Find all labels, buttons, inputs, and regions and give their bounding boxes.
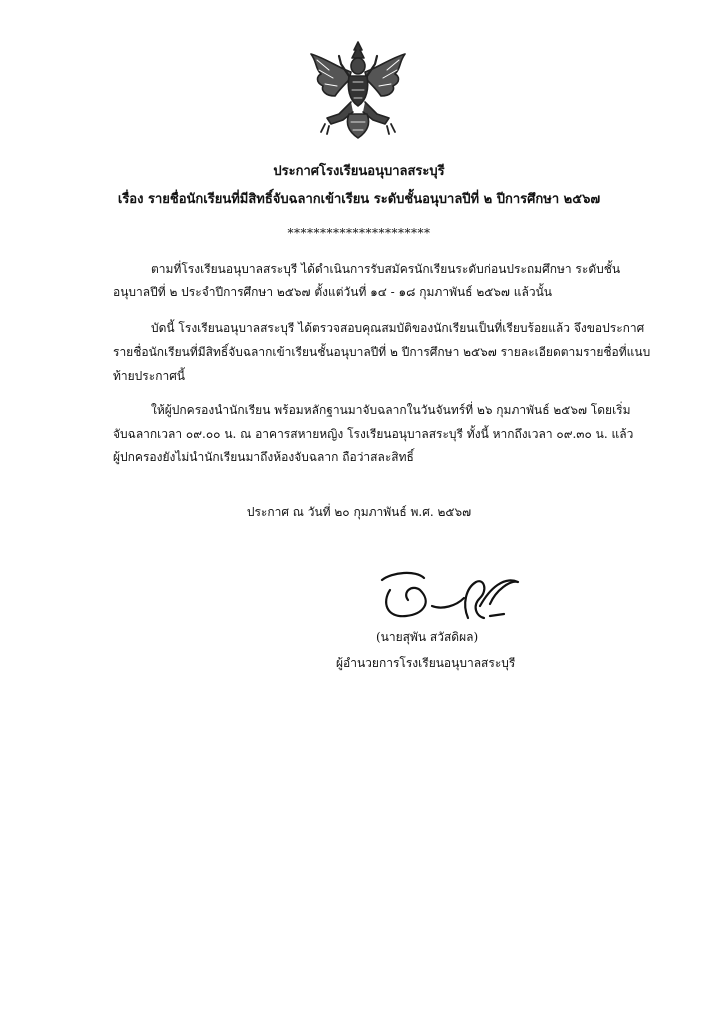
paragraph1-line2: อนุบาลปีที่ ๒ ประจำปีการศึกษา ๒๕๖๗ ตั้งแต่วันที่ ๑๔ - ๑๘ กุมภาพันธ์ ๒๕๖๗ แล้วนั้น [113,285,552,299]
paragraph3-line3: ผู้ปกครองยังไม่นำนักเรียนมาถึงห้องจับฉลาก ถือว่าสละสิทธิ์ [113,450,414,464]
announcement-title: ประกาศโรงเรียนอนุบาลสระบุรี [273,164,445,179]
paragraph3-line1: ให้ผู้ปกครองนำนักเรียน พร้อมหลักฐานมาจับฉลากในวันจันทร์ที่ ๒๖ กุมภาพันธ์ ๒๕๖๗ โดยเริ่ม [151,403,631,417]
garuda-emblem-icon [305,40,411,140]
handwritten-signature [372,566,522,626]
announcement-subject: เรื่อง รายชื่อนักเรียนที่มีสิทธิ์จับฉลากเข้าเรียน ระดับชั้นอนุบาลปีที่ ๒ ปีการศึกษา ๒๕๖๗ [117,192,601,207]
paragraph2-line2: รายชื่อนักเรียนที่มีสิทธิ์จับฉลากเข้าเรียนชั้นอนุบาลปีที่ ๒ ปีการศึกษา ๒๕๖๗ รายละเอียดตามรายชื่อที่แนบ [113,345,651,359]
paragraph1-line1: ตามที่โรงเรียนอนุบาลสระบุรี ได้ดำเนินการรับสมัครนักเรียนระดับก่อนประถมศึกษา ระดับชั้น [151,262,621,276]
paragraph3-line2: จับฉลากเวลา ๐๙.๐๐ น. ณ อาคารสหายหญิง โรงเรียนอนุบาลสระบุรี ทั้งนี้ หากถึงเวลา ๐๙.๓๐ น. แล้ว [113,427,634,441]
paragraph2-line1: บัดนี้ โรงเรียนอนุบาลสระบุรี ได้ตรวจสอบคุณสมบัติของนักเรียนเป็นที่เรียบร้อยแล้ว จึงขอประกาศ [151,321,645,335]
separator-line: ********************** [287,226,431,240]
paragraph2-line3: ท้ายประกาศนี้ [113,369,186,383]
signer-name: (นายสุพัน สวัสดิผล) [376,630,479,644]
signer-position: ผู้อำนวยการโรงเรียนอนุบาลสระบุรี [336,656,516,670]
announcement-date: ประกาศ ณ วันที่ ๒๐ กุมภาพันธ์ พ.ศ. ๒๕๖๗ [246,505,472,519]
